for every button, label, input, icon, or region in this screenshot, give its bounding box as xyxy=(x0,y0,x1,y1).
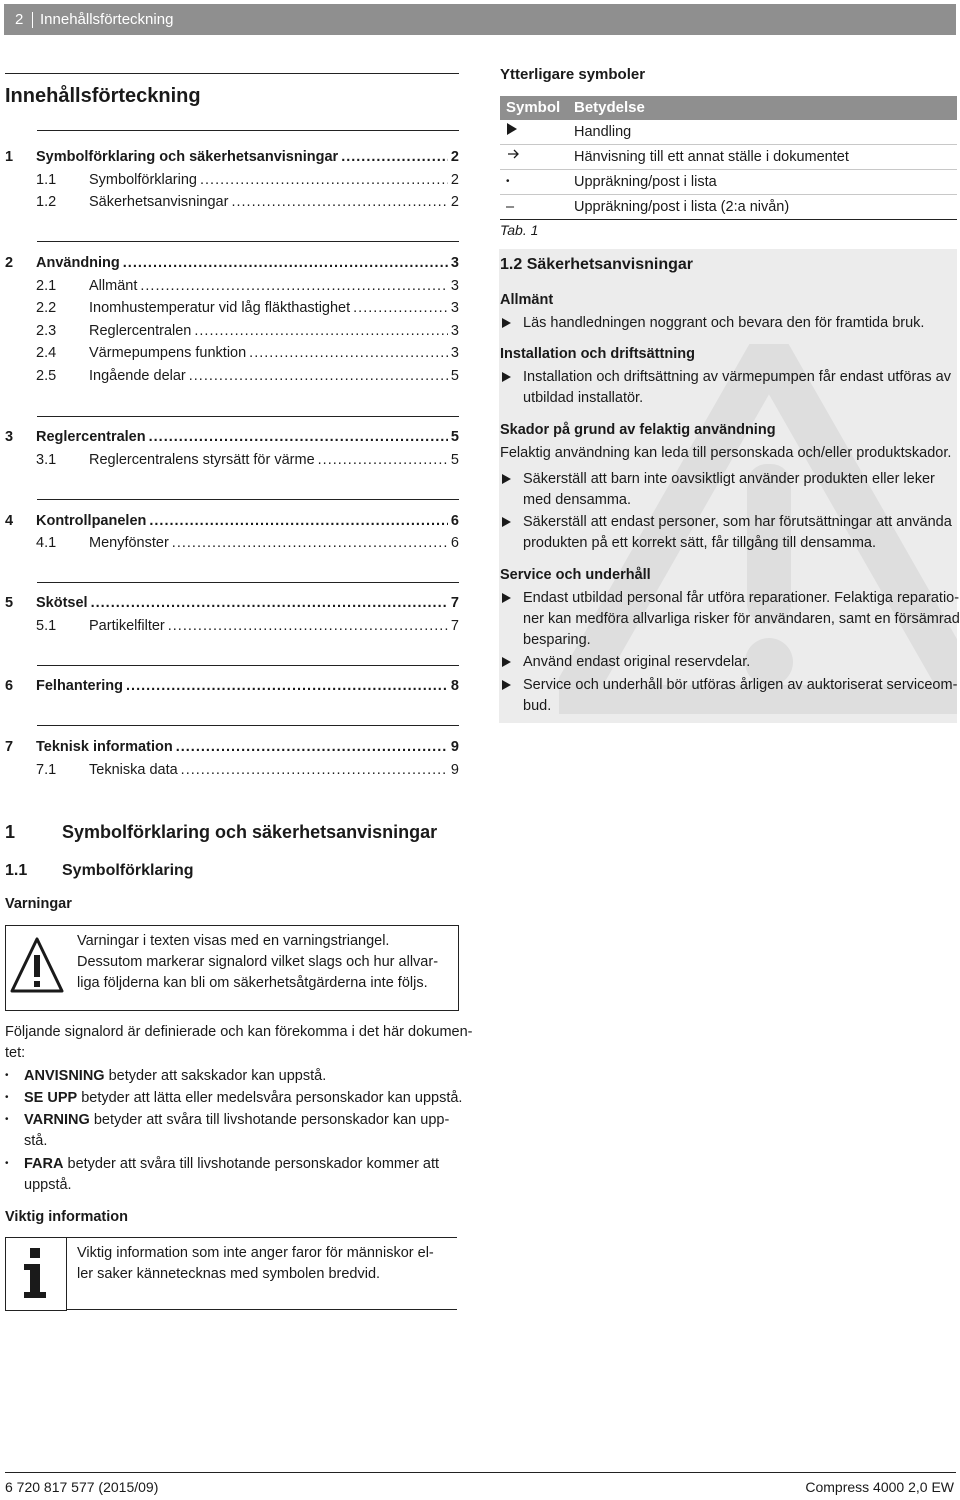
toc-entry[interactable] xyxy=(5,450,459,470)
toc-entry-label: Symbolförklaring xyxy=(89,172,197,188)
toc-leader-dots xyxy=(149,511,448,531)
toc-title: Innehållsförteckning xyxy=(5,85,201,107)
toc-entry-page: 9 xyxy=(450,762,459,778)
toc-entry[interactable] xyxy=(5,676,459,696)
toc-entry-page: 3 xyxy=(450,323,459,339)
toc-entry-number: 1.1 xyxy=(36,172,57,188)
symbol-meaning: Handling xyxy=(574,124,632,140)
toc-leader-dots xyxy=(181,760,448,780)
toc-entry[interactable] xyxy=(5,321,459,341)
toc-leader-dots xyxy=(231,192,447,212)
section-1-num: 1 xyxy=(5,822,16,842)
toc-entry-page: 6 xyxy=(450,535,459,551)
arrow-triangle-icon xyxy=(506,120,566,144)
toc-entry[interactable] xyxy=(5,760,459,780)
toc-entry-number: 2.2 xyxy=(36,300,57,316)
toc-leader-dots xyxy=(91,593,448,613)
install-bullet: Installation och driftsättning av värmepumpen får endast utföras av xyxy=(500,367,951,388)
warnings-title: Varningar xyxy=(5,896,72,912)
toc-entry-label: Partikelfilter xyxy=(89,618,165,634)
table-caption: Tab. 1 xyxy=(500,222,539,238)
toc-entry[interactable] xyxy=(5,737,459,757)
symbol-row xyxy=(500,195,957,219)
toc-group-rule xyxy=(37,241,459,242)
toc-entry-number: 6 xyxy=(5,678,14,694)
symbol-row xyxy=(500,145,957,170)
service-bullet-1-cont2: besparing. xyxy=(523,632,591,648)
toc-entry-number: 1 xyxy=(5,149,14,165)
toc-entry[interactable] xyxy=(5,276,459,296)
toc-entry-number: 7 xyxy=(5,739,14,755)
footer-rule xyxy=(5,1472,956,1473)
misuse-bullet-1-cont: med densamma. xyxy=(523,492,631,508)
toc-leader-dots xyxy=(126,676,448,696)
toc-entry-page: 8 xyxy=(450,678,459,694)
misuse-bullet-1: Säkerställ att barn inte oavsiktligt använder produkten eller leker xyxy=(500,469,935,490)
symbol-meaning: Uppräkning/post i lista (2:a nivån) xyxy=(574,199,790,215)
toc-entry-label: Felhantering xyxy=(36,678,124,694)
symbols-table-header xyxy=(500,96,957,120)
toc-entry[interactable] xyxy=(5,298,459,318)
toc-leader-dots xyxy=(140,276,448,296)
dash-icon: – xyxy=(506,199,515,215)
info-box-top-rule xyxy=(66,1237,457,1238)
toc-entry-label: Allmänt xyxy=(89,278,138,294)
toc-entry-page: 7 xyxy=(450,595,459,611)
page-number: 2 xyxy=(15,11,24,28)
symbols-title: Ytterligare symboler xyxy=(500,66,646,83)
install-bullet-cont: utbildad installatör. xyxy=(523,390,644,406)
toc-entry[interactable] xyxy=(5,192,459,212)
toc-leader-dots xyxy=(172,533,448,553)
toc-entry[interactable] xyxy=(5,616,459,636)
install-title: Installation och driftsättning xyxy=(500,346,695,362)
section-1-title: Symbolförklaring och säkerhetsanvisningar xyxy=(62,822,438,842)
toc-entry-number: 2.1 xyxy=(36,278,57,294)
toc-entry[interactable] xyxy=(5,511,459,531)
signal-item-cont: stå. xyxy=(24,1133,48,1149)
symbol-meaning: Uppräkning/post i lista xyxy=(574,174,717,190)
toc-entry-page: 5 xyxy=(450,452,459,468)
toc-group-rule xyxy=(37,582,459,583)
toc-entry-label: Teknisk information xyxy=(36,739,173,755)
toc-entry[interactable] xyxy=(5,427,459,447)
toc-leader-dots xyxy=(200,170,448,190)
info-box-line-1: Viktig information som inte anger faror för människor el- xyxy=(77,1245,434,1261)
toc-entry-label: Värmepumpens funktion xyxy=(89,345,247,361)
toc-entry-page: 2 xyxy=(450,149,459,165)
warning-box-line-1: Varningar i texten visas med en varningstriangel. xyxy=(77,933,390,949)
toc-leader-dots xyxy=(189,366,448,386)
toc-entry-page: 2 xyxy=(450,194,459,210)
warning-box-line-2: Dessutom markerar signalord vilket slags och hur allvar- xyxy=(77,954,439,970)
toc-entry-label: Skötsel xyxy=(36,595,88,611)
toc-entry-page: 5 xyxy=(450,368,459,384)
toc-entry-number: 1.2 xyxy=(36,194,57,210)
toc-group-rule xyxy=(37,130,459,131)
info-box-line-2: ler saker kännetecknas med symbolen bredvid. xyxy=(77,1266,381,1282)
service-bullet-1-cont: ner kan medföra allvarliga risker för användaren, samt en försämrad xyxy=(523,611,960,627)
toc-entry-number: 4 xyxy=(5,513,14,529)
toc-entry-number: 2.3 xyxy=(36,323,57,339)
toc-leader-dots xyxy=(168,616,448,636)
toc-entry[interactable] xyxy=(5,147,459,167)
toc-group-rule xyxy=(37,725,459,726)
toc-leader-dots xyxy=(341,147,448,167)
symbol-row xyxy=(500,120,957,145)
toc-entry-page: 9 xyxy=(450,739,459,755)
meaning-column-header: Betydelse xyxy=(574,99,645,116)
info-icon xyxy=(22,1246,48,1300)
toc-leader-dots xyxy=(194,321,448,341)
toc-group-rule xyxy=(37,416,459,417)
symbol-meaning: Hänvisning till ett annat ställe i dokumentet xyxy=(574,149,849,165)
toc-leader-dots xyxy=(176,737,448,757)
toc-entry-label: Kontrollpanelen xyxy=(36,513,147,529)
reference-arrow-icon xyxy=(506,145,566,169)
misuse-bullet-2: Säkerställ att endast personer, som har förutsättningar att använda xyxy=(500,512,952,533)
footer-product: Compress 4000 2,0 EW xyxy=(805,1479,954,1495)
misuse-text: Felaktig användning kan leda till personskada och/eller produktskador. xyxy=(500,445,952,461)
header-divider xyxy=(32,12,33,28)
toc-entry-page: 3 xyxy=(450,255,459,271)
service-title: Service och underhåll xyxy=(500,567,651,583)
bullet-icon: • xyxy=(506,176,510,187)
toc-entry-page: 6 xyxy=(450,513,459,529)
signal-intro-cont: tet: xyxy=(5,1045,26,1061)
toc-entry-number: 4.1 xyxy=(36,535,57,551)
signal-item-cont: uppstå. xyxy=(24,1177,72,1193)
service-bullet-3-cont: bud. xyxy=(523,698,552,714)
toc-entry-label: Tekniska data xyxy=(89,762,178,778)
symbols-table-bottom-rule xyxy=(500,219,957,220)
toc-entry-label: Ingående delar xyxy=(89,368,186,384)
toc-entry-label: Reglercentralen xyxy=(89,323,192,339)
signal-item: • FARA betyder att svåra till livshotande personskador kommer att xyxy=(3,1154,439,1175)
toc-leader-dots xyxy=(353,298,448,318)
toc-entry-number: 5 xyxy=(5,595,14,611)
toc-leader-dots xyxy=(149,427,448,447)
misuse-bullet-2-cont: produkten på ett korrekt sätt, får tillgång till densamma. xyxy=(523,535,877,551)
header-title: Innehållsförteckning xyxy=(40,11,174,28)
toc-group-rule xyxy=(37,499,459,500)
service-bullet-2: Använd endast original reservdelar. xyxy=(500,652,750,673)
symbol-row xyxy=(500,170,957,195)
toc-entry[interactable] xyxy=(5,170,459,190)
general-title: Allmänt xyxy=(500,292,554,308)
toc-entry-page: 3 xyxy=(450,300,459,316)
symbol-column-header: Symbol xyxy=(506,99,561,116)
toc-entry-page: 3 xyxy=(450,278,459,294)
toc-entry-number: 3 xyxy=(5,429,14,445)
signal-intro: Följande signalord är definierade och kan förekomma i det här dokumen- xyxy=(5,1024,473,1040)
toc-entry[interactable] xyxy=(5,343,459,363)
toc-entry-label: Reglercentralen xyxy=(36,429,146,445)
warning-triangle-icon xyxy=(9,935,65,997)
info-title: Viktig information xyxy=(5,1209,128,1225)
signal-item: • VARNING betyder att svåra till livshotande personskador kan upp- xyxy=(3,1110,449,1131)
footer-doc-number: 6 720 817 577 (2015/09) xyxy=(5,1479,159,1495)
info-box-bottom-rule xyxy=(66,1309,457,1310)
toc-entry-number: 3.1 xyxy=(36,452,57,468)
toc-entry-number: 5.1 xyxy=(36,618,57,634)
page-header xyxy=(4,4,956,35)
signal-item: • ANVISNING betyder att sakskador kan uppstå. xyxy=(3,1066,326,1087)
misuse-title: Skador på grund av felaktig användning xyxy=(500,422,776,438)
section-1-2-heading: 1.2 Säkerhetsanvisningar xyxy=(500,256,693,273)
toc-entry-number: 2.5 xyxy=(36,368,57,384)
section-1-1-num: 1.1 xyxy=(5,862,28,879)
toc-leader-dots xyxy=(123,253,448,273)
toc-entry[interactable] xyxy=(5,533,459,553)
toc-entry-number: 2.4 xyxy=(36,345,57,361)
toc-entry-page: 7 xyxy=(450,618,459,634)
toc-entry-label: Säkerhetsanvisningar xyxy=(89,194,229,210)
toc-entry-label: Symbolförklaring och säkerhetsanvisningar xyxy=(36,149,339,165)
toc-entry-label: Reglercentralens styrsätt för värme xyxy=(89,452,315,468)
service-bullet-3: Service och underhåll bör utföras årligen av auktoriserat serviceom- xyxy=(500,675,957,696)
general-bullet: Läs handledningen noggrant och bevara den för framtida bruk. xyxy=(500,313,924,334)
toc-entry-page: 5 xyxy=(450,429,459,445)
toc-entry-label: Menyfönster xyxy=(89,535,169,551)
toc-entry-number: 2 xyxy=(5,255,14,271)
toc-entry-page: 2 xyxy=(450,172,459,188)
toc-entry[interactable] xyxy=(5,366,459,386)
toc-entry-label: Användning xyxy=(36,255,120,271)
toc-entry-label: Inomhustemperatur vid låg fläkthastighet xyxy=(89,300,351,316)
service-bullet-1: Endast utbildad personal får utföra reparationer. Felaktiga reparatio- xyxy=(500,588,959,609)
toc-entry-number: 7.1 xyxy=(36,762,57,778)
toc-entry[interactable] xyxy=(5,253,459,273)
toc-entry-page: 3 xyxy=(450,345,459,361)
signal-item: • SE UPP betyder att lätta eller medelsvåra personskador kan uppstå. xyxy=(3,1088,462,1109)
warning-box-line-3: liga följderna kan bli om säkerhetsåtgärderna inte följs. xyxy=(77,975,428,991)
toc-leader-dots xyxy=(318,450,448,470)
section-1-1-title: Symbolförklaring xyxy=(62,862,194,879)
toc-group-rule xyxy=(37,665,459,666)
toc-entry[interactable] xyxy=(5,593,459,613)
toc-top-rule xyxy=(5,73,459,74)
toc-leader-dots xyxy=(249,343,448,363)
